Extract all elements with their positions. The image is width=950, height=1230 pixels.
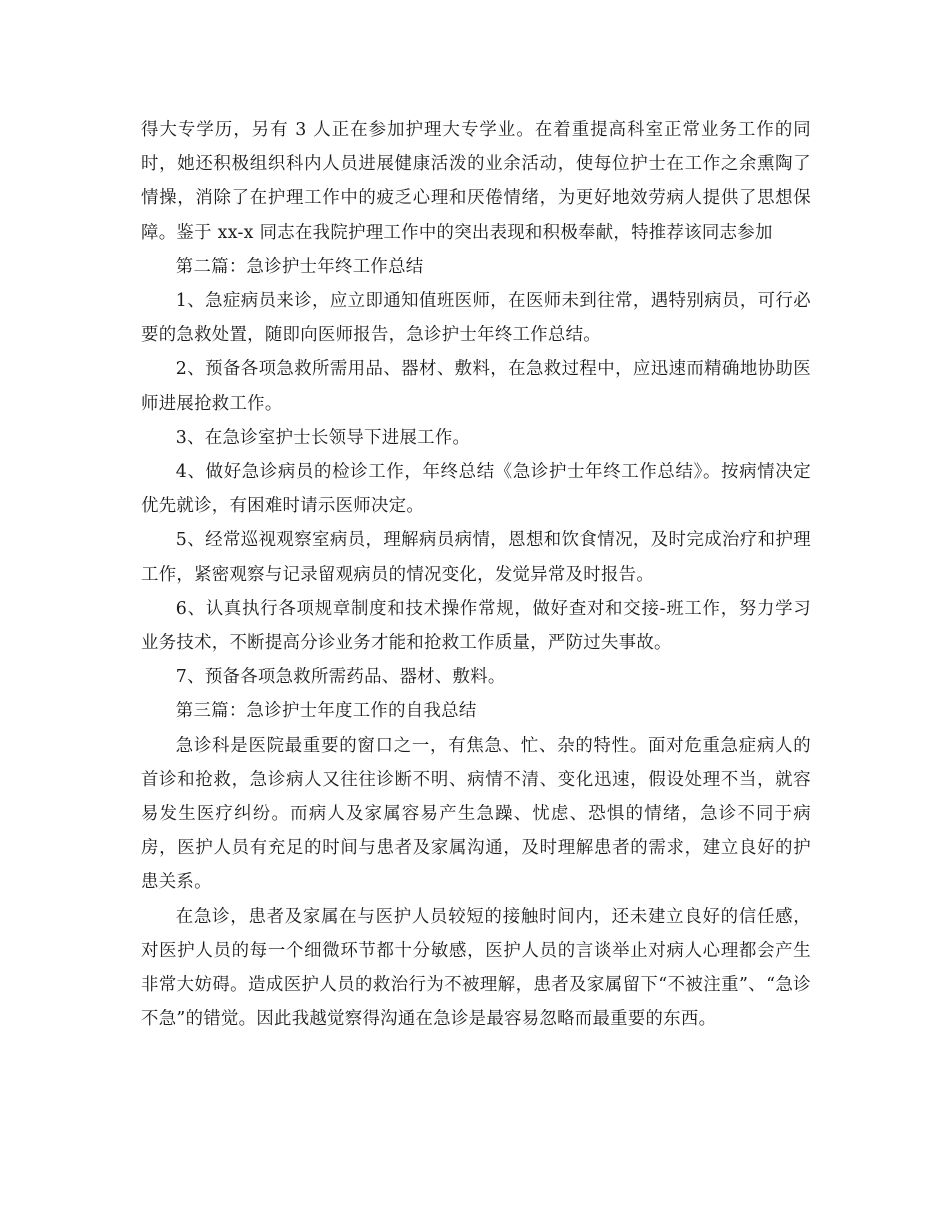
paragraph-intro-continued: 得大专学历，另有 3 人正在参加护理大专学业。在着重提高科室正常业务工作的同时，她还积极组织科内人员进展健康活泼的业余活动，使每位护士在工作之余熏陶了情操，消除了在护理工作中的疲乏心理和厌倦情绪，为更好地效劳病人提供了思想保障。鉴于 xx-x 同志在我院护理工作中的突出表现和积极奉献，特推荐该同志参加 [141, 120, 811, 243]
section-heading-3: 第三篇：急诊护士年度工作的自我总结 [175, 701, 477, 722]
document-page [141, 113, 811, 1036]
list-item-4: 4、做好急诊病员的检诊工作，年终总结《急诊护士年终工作总结》。按病情决定优先就诊，有困难时请示医师决定。 [141, 462, 811, 517]
body-paragraph-1: 急诊科是医院最重要的窗口之一，有焦急、忙、杂的特性。面对危重急症病人的首诊和抢救，急诊病人又往往诊断不明、病情不清、变化迅速，假设处理不当，就容易发生医疗纠纷。而病人及家属容易产生急躁、忧虑、恐惧的情绪，急诊不同于病房，医护人员有充足的时间与患者及家属沟通，及时理解患者的需求，建立良好的护患关系。 [141, 735, 811, 893]
list-item-3: 3、在急诊室护士长领导下进展工作。 [175, 427, 471, 448]
list-item-6: 6、认真执行各项规章制度和技术操作常规，做好查对和交接-班工作，努力学习业务技术，不断提高分诊业务才能和抢救工作质量，严防过失事故。 [141, 598, 811, 654]
list-item-5: 5、经常巡视观察室病员，理解病员病情，恩想和饮食情况，及时完成治疗和护理工作，紧密观察与记录留观病员的情况变化，发觉异常及时报告。 [141, 530, 811, 585]
body-paragraph-2: 在急诊，患者及家属在与医护人员较短的接触时间内，还未建立良好的信任感，对医护人员的每一个细微环节都十分敏感，医护人员的言谈举止对病人心理都会产生非常大妨碍。造成医护人员的救治行为不被理解，患者及家属留下“不被注重”、“急诊不急”的错觉。因此我越觉察得沟通在急诊是最容易忽略而最重要的东西。 [141, 906, 811, 1030]
list-item-2: 2、预备各项急救所需用品、器材、敷料，在急救过程中，应迅速而精确地协助医师进展抢救工作。 [141, 359, 811, 414]
section-heading-2: 第二篇：急诊护士年终工作总结 [175, 256, 424, 277]
list-item-1: 1、急症病员来诊，应立即通知值班医师，在医师未到往常，遇特别病员，可行必要的急救处置，随即向医师报告，急诊护士年终工作总结。 [141, 291, 811, 346]
list-item-7: 7、预备各项急救所需药品、器材、敷料。 [175, 667, 506, 688]
